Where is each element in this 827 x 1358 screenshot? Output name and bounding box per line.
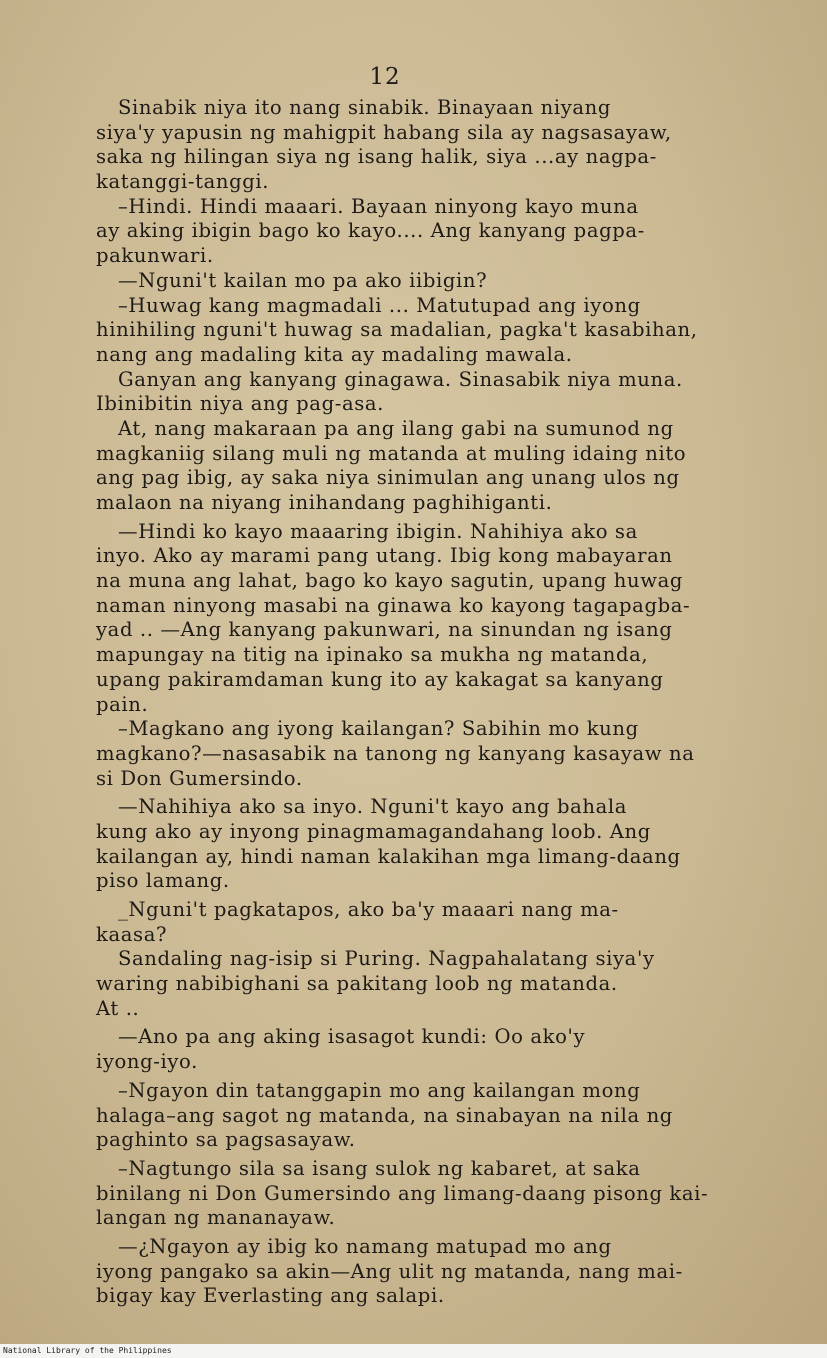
text-line: binilang ni Don Gumersindo ang limang-daang pisong kai- [96, 1181, 709, 1205]
text-line: halaga–ang sagot ng matanda, na sinabayan na nila ng [96, 1103, 673, 1127]
text-line: katanggi-tanggi. [96, 170, 270, 194]
body-text [96, 96, 752, 1309]
text-line: bigay kay Everlasting ang salapi. [96, 1284, 445, 1308]
text-line: —Nguni't kailan mo pa ako iibigin? [118, 268, 488, 292]
text-line: si Don Gumersindo. [96, 766, 303, 790]
page-number: 12 [369, 64, 401, 90]
text-line: naman ninyong masabi na ginawa ko kayong tagapagba- [96, 593, 691, 617]
text-line: Sinabik niya ito nang sinabik. Binayaan niyang [118, 96, 612, 119]
text-line: ay aking ibigin bago ko kayo.... Ang kanyang pagpa- [96, 219, 645, 243]
text-line: na muna ang lahat, bago ko kayo sagutin, upang huwag [96, 569, 684, 593]
text-line: Sandaling nag-isip si Puring. Nagpahalatang siya'y [118, 947, 655, 971]
text-line: Ibinibitin niya ang pag-asa. [96, 392, 385, 416]
text-line: pakunwari. [96, 244, 214, 268]
text-line: piso lamang. [96, 869, 230, 893]
text-line: magkano?—nasasabik na tanong ng kanyang kasayaw na [96, 741, 695, 765]
text-line: —Hindi ko kayo maaaring ibigin. Nahihiya ako sa [118, 519, 638, 543]
text-line: inyo. Ako ay marami pang utang. Ibig kong mabayaran [96, 544, 673, 568]
text-line: At .. [96, 996, 140, 1020]
text-line: saka ng hilingan siya ng isang halik, siya ...ay nagpa- [96, 145, 657, 169]
text-line: _Nguni't pagkatapos, ako ba'y maaari nang ma- [118, 898, 619, 921]
text-line: —¿Ngayon ay ibig ko namang matupad mo ang [118, 1234, 612, 1258]
text-line: upang pakiramdaman kung ito ay kakagat sa kanyang [96, 667, 664, 691]
footer-bar [0, 1344, 827, 1358]
text-line: iyong-iyo. [96, 1050, 198, 1074]
text-line: malaon na niyang inihandang paghihiganti. [96, 491, 553, 514]
text-line: paghinto sa pagsasayaw. [96, 1128, 356, 1152]
text-line: At, nang makaraan pa ang ilang gabi na sumunod ng [118, 416, 674, 440]
text-line: –Magkano ang iyong kailangan? Sabihin mo kung [118, 717, 639, 741]
text-line: mapungay na titig na ipinako sa mukha ng matanda, [96, 643, 649, 667]
text-line: siya'y yapusin ng mahigpit habang sila ay nagsasayaw, [96, 120, 672, 144]
text-line: –Hindi. Hindi maaari. Bayaan ninyong kayo muna [118, 194, 639, 218]
text-line: kailangan ay, hindi naman kalakihan mga limang-daang [96, 844, 681, 868]
text-line: hinihiling nguni't huwag sa madalian, pagka't kasabihan, [96, 318, 698, 342]
text-line: yad .. —Ang kanyang pakunwari, na sinundan ng isang [96, 618, 673, 642]
text-line: langan ng mananayaw. [96, 1206, 336, 1230]
text-line: —Nahihiya ako sa inyo. Nguni't kayo ang bahala [118, 795, 628, 819]
text-line: —Ano pa ang aking isasagot kundi: Oo ako'y [118, 1025, 586, 1049]
text-line: waring nabibighani sa pakitang loob ng matanda. [96, 972, 618, 996]
text-line: kaasa? [96, 922, 168, 946]
text-line: ang pag ibig, ay saka niya sinimulan ang unang ulos ng [96, 466, 680, 490]
text-line: Ganyan ang kanyang ginagawa. Sinasabik niya muna. [118, 367, 683, 391]
text-line: iyong pangako sa akin—Ang ulit ng matanda, nang mai- [96, 1259, 683, 1283]
text-line: –Huwag kang magmadali ... Matutupad ang iyong [118, 293, 641, 317]
footer-credit: National Library of the Philippines [3, 1346, 172, 1355]
text-line: pain. [96, 692, 149, 716]
text-line: magkaniig silang muli ng matanda at muling idaing nito [96, 441, 687, 465]
text-line: –Ngayon din tatanggapin mo ang kailangan mong [118, 1078, 641, 1102]
text-line: nang ang madaling kita ay madaling mawala. [96, 342, 573, 366]
text-line: –Nagtungo sila sa isang sulok ng kabaret, at saka [118, 1156, 641, 1180]
text-line: kung ako ay inyong pinagmamagandahang loob. Ang [96, 819, 651, 843]
